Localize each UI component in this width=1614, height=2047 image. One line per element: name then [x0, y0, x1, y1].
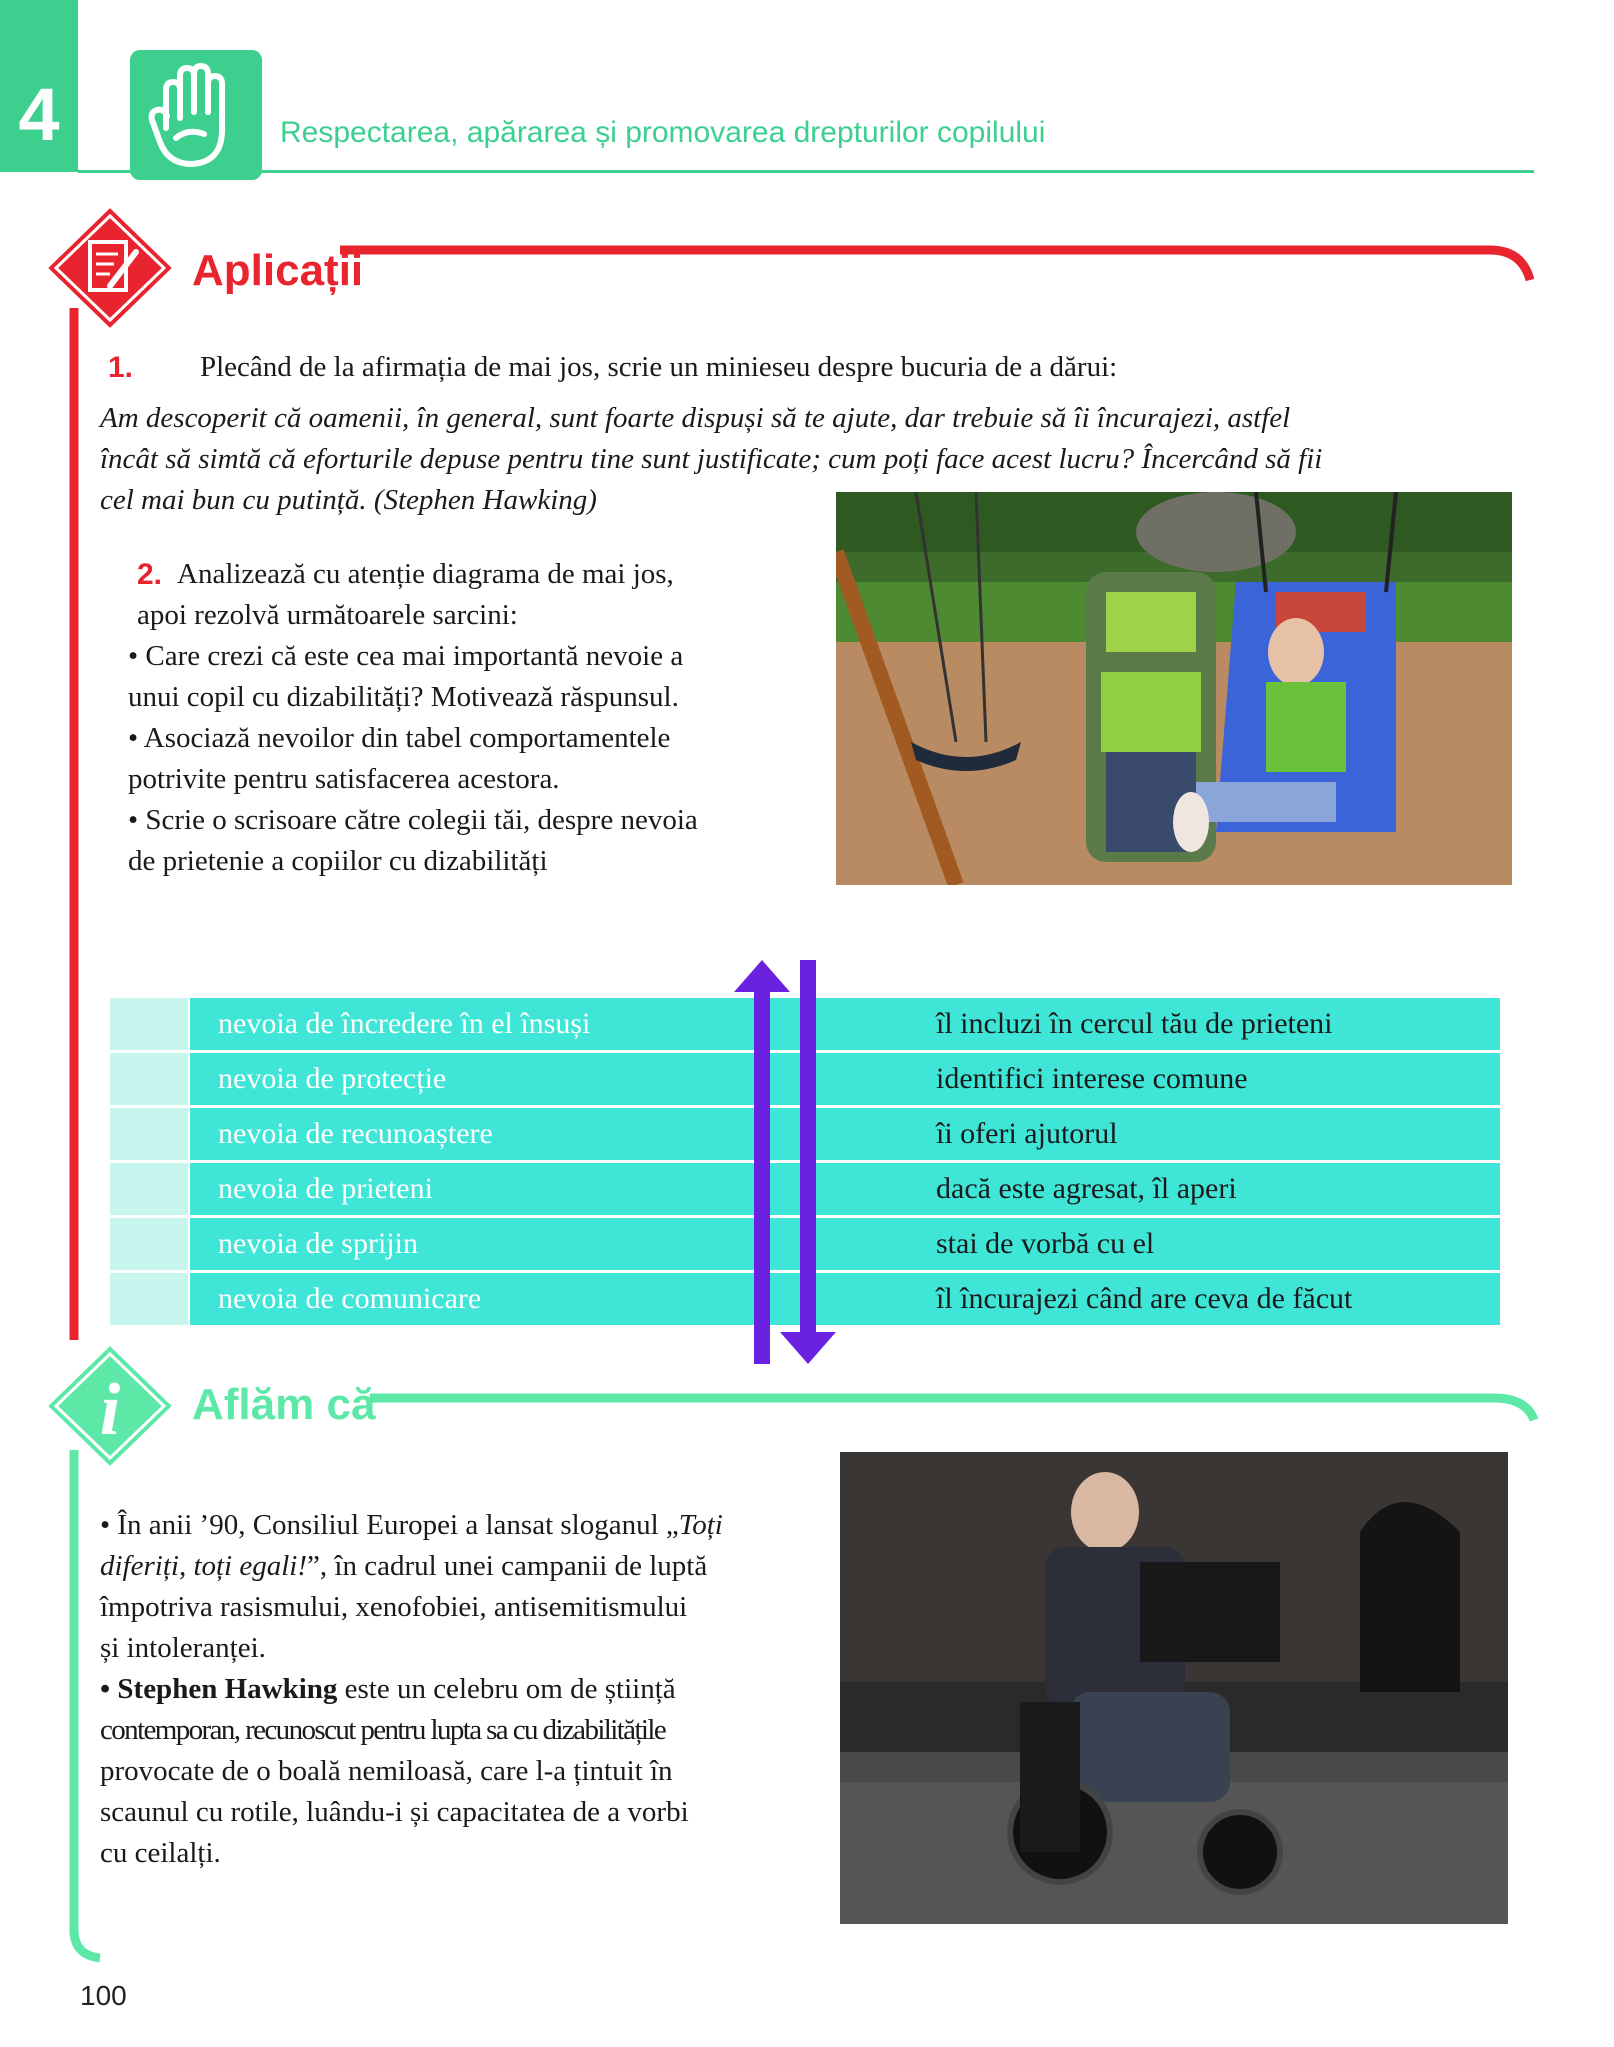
info-icon [40, 1338, 180, 1474]
chapter-title: Respectarea, apărarea și promovarea drepturilor copilului [280, 116, 1046, 149]
info-title: Aflăm că [192, 1380, 376, 1429]
notepad-pen-icon [40, 200, 180, 336]
playground-photo [836, 492, 1512, 885]
task1-number: 1. [108, 351, 134, 384]
need-cell: nevoia de încredere în el însuși [190, 998, 810, 1050]
need-cell: nevoia de protecție [190, 1053, 810, 1105]
need-cell: nevoia de comunicare [190, 1273, 810, 1325]
task1-prompt: Plecând de la afirmația de mai jos, scrie un minieseu despre bucuria de a dărui: [200, 351, 1118, 383]
task1-quote-line-3: cel mai bun cu putință. (Stephen Hawking) [100, 484, 597, 516]
header-divider [78, 170, 1534, 173]
behavior-cell: îl încurajezi când are ceva de făcut [912, 1273, 1500, 1325]
info-paragraph-1-line-1: • În anii ’90, Consiliul Europei a lansat sloganul „Toți [100, 1509, 723, 1541]
task2-line-3: • Care crezi că este cea mai importantă nevoie a [128, 640, 684, 672]
svg-text:i: i [99, 1369, 121, 1451]
info-paragraph-2-line-4: scaunul cu rotile, luându-i și capacitatea de a vorbi [100, 1796, 689, 1828]
info-paragraph-1-line-4: și intoleranței. [100, 1632, 266, 1664]
applications-title: Aplicații [192, 246, 364, 295]
need-cell: nevoia de prieteni [190, 1163, 810, 1215]
stephen-hawking-photo [840, 1452, 1508, 1924]
info-paragraph-2-line-5: cu ceilalți. [100, 1837, 221, 1869]
need-cell: nevoia de sprijin [190, 1218, 810, 1270]
behavior-cell: dacă este agresat, îl aperi [912, 1163, 1500, 1215]
task2-line-1: Analizează cu atenție diagrama de mai jos, [177, 558, 674, 590]
task2-line-5: • Asociază nevoilor din tabel comportamentele [128, 722, 671, 754]
info-paragraph-1-line-2: diferiți, toți egali!”, în cadrul unei campanii de luptă [100, 1550, 708, 1582]
behavior-cell: îl incluzi în cercul tău de prieteni [912, 998, 1500, 1050]
task1-quote-line-1: Am descoperit că oamenii, în general, sunt foarte dispuși să te ajute, dar trebuie să îi încurajezi, astfel [100, 402, 1291, 434]
chapter-number: 4 [18, 73, 60, 156]
page-number: 100 [80, 1980, 127, 2011]
task2-line-8: de prietenie a copiilor cu dizabilități [128, 845, 548, 877]
task2-number: 2. [137, 558, 163, 591]
behavior-cell: stai de vorbă cu el [912, 1218, 1500, 1270]
need-cell: nevoia de recunoaștere [190, 1108, 810, 1160]
info-paragraph-2-line-2: contemporan, recunoscut pentru lupta sa cu dizabilitățile [100, 1714, 666, 1746]
task1-quote-line-2: încât să simtă că eforturile depuse pentru tine sunt justificate; cum poți face acest lucru? Încercând să fii [100, 443, 1323, 475]
behavior-cell: îi oferi ajutorul [912, 1108, 1500, 1160]
chapter-icon-box [130, 50, 262, 180]
info-paragraph-2-line-3: provocate de o boală nemiloasă, care l-a țintuit în [100, 1755, 673, 1787]
info-paragraph-1-line-3: împotriva rasismului, xenofobiei, antisemitismului [100, 1591, 688, 1623]
task2-line-4: unui copil cu dizabilități? Motivează răspunsul. [128, 681, 679, 713]
hand-icon [130, 50, 262, 180]
behavior-cell: identifici interese comune [912, 1053, 1500, 1105]
task2-line-2: apoi rezolvă următoarele sarcini: [137, 599, 518, 631]
task2-line-6: potrivite pentru satisfacerea acestora. [128, 763, 560, 795]
task2-line-7: • Scrie o scrisoare către colegii tăi, despre nevoia [128, 804, 698, 836]
down-arrow-icon [778, 958, 838, 1368]
info-paragraph-2-line-1: • Stephen Hawking este un celebru om de știință [100, 1673, 676, 1705]
